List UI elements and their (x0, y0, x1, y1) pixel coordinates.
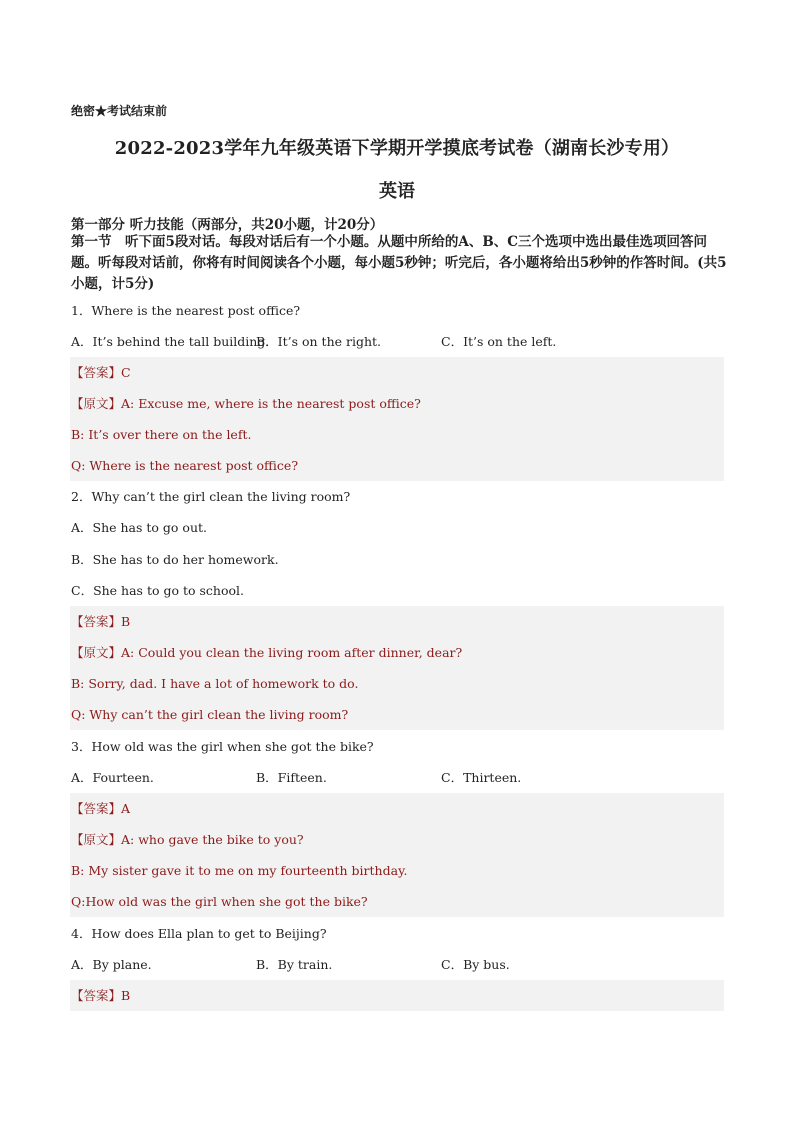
transcript-line: 【原文】A: who gave the bike to you? (70, 824, 724, 855)
confidential-label: 绝密★考试结束前 (71, 104, 168, 118)
transcript-line: Q: Why can’t the girl clean the living room? (70, 699, 724, 730)
transcript-line: 【原文】A: Excuse me, where is the nearest post office? (70, 388, 724, 419)
question-options-row (70, 326, 724, 357)
question-stem: 3．How old was the girl when she got the bike? (71, 739, 374, 754)
option-a: A．Fourteen. (71, 770, 154, 785)
question-options-row (70, 949, 724, 980)
option-b: B．She has to do her homework. (71, 552, 279, 567)
option-a: A．By plane. (71, 957, 152, 972)
exam-title: 2022-2023学年九年级英语下学期开学摸底考试卷（湖南长沙专用） (114, 138, 680, 159)
option-c: C．She has to go to school. (71, 583, 244, 598)
option-a: A．She has to go out. (71, 520, 207, 535)
transcript-line: Q:How old was the girl when she got the bike? (70, 886, 724, 917)
option-a: A．It’s behind the tall building. (71, 334, 270, 349)
answer-line: 【答案】B (70, 606, 724, 637)
exam-subject: 英语 (379, 181, 415, 202)
option-c: C．Thirteen. (441, 770, 522, 785)
option-c: C．It’s on the left. (441, 334, 557, 349)
option-b: B．By train. (256, 957, 333, 972)
transcript-line: Q: Where is the nearest post office? (70, 450, 724, 481)
answer-line: 【答案】A (70, 793, 724, 824)
transcript-line: B: My sister gave it to me on my fourteenth birthday. (70, 855, 724, 886)
transcript-line: 【原文】A: Could you clean the living room after dinner, dear? (70, 637, 724, 668)
transcript-line: B: It’s over there on the left. (70, 419, 724, 450)
part-heading: 第一部分 听力技能（两部分，共20小题，计20分） (71, 217, 384, 233)
question-stem: 1．Where is the nearest post office? (71, 303, 301, 318)
answer-line: 【答案】B (70, 980, 724, 1011)
option-c: C．By bus. (441, 957, 510, 972)
question-stem: 4．How does Ella plan to get to Beijing? (71, 926, 327, 941)
section-instruction: 第一节 听下面5段对话。每段对话后有一个小题。从题中所给的A、B、C三个选项中选出最佳选项回答问题。听每段对话前，你将有时间阅读各个小题，每小题5秒钟；听完后，各小题将给出5秒钟的作答时间。(共5小题，计5分) (71, 234, 727, 292)
answer-line: 【答案】C (70, 357, 724, 388)
option-b: B．Fifteen. (256, 770, 327, 785)
option-b: B．It’s on the right. (256, 334, 382, 349)
question-options-row (70, 762, 724, 793)
question-stem: 2．Why can’t the girl clean the living room? (71, 489, 351, 504)
transcript-line: B: Sorry, dad. I have a lot of homework to do. (70, 668, 724, 699)
